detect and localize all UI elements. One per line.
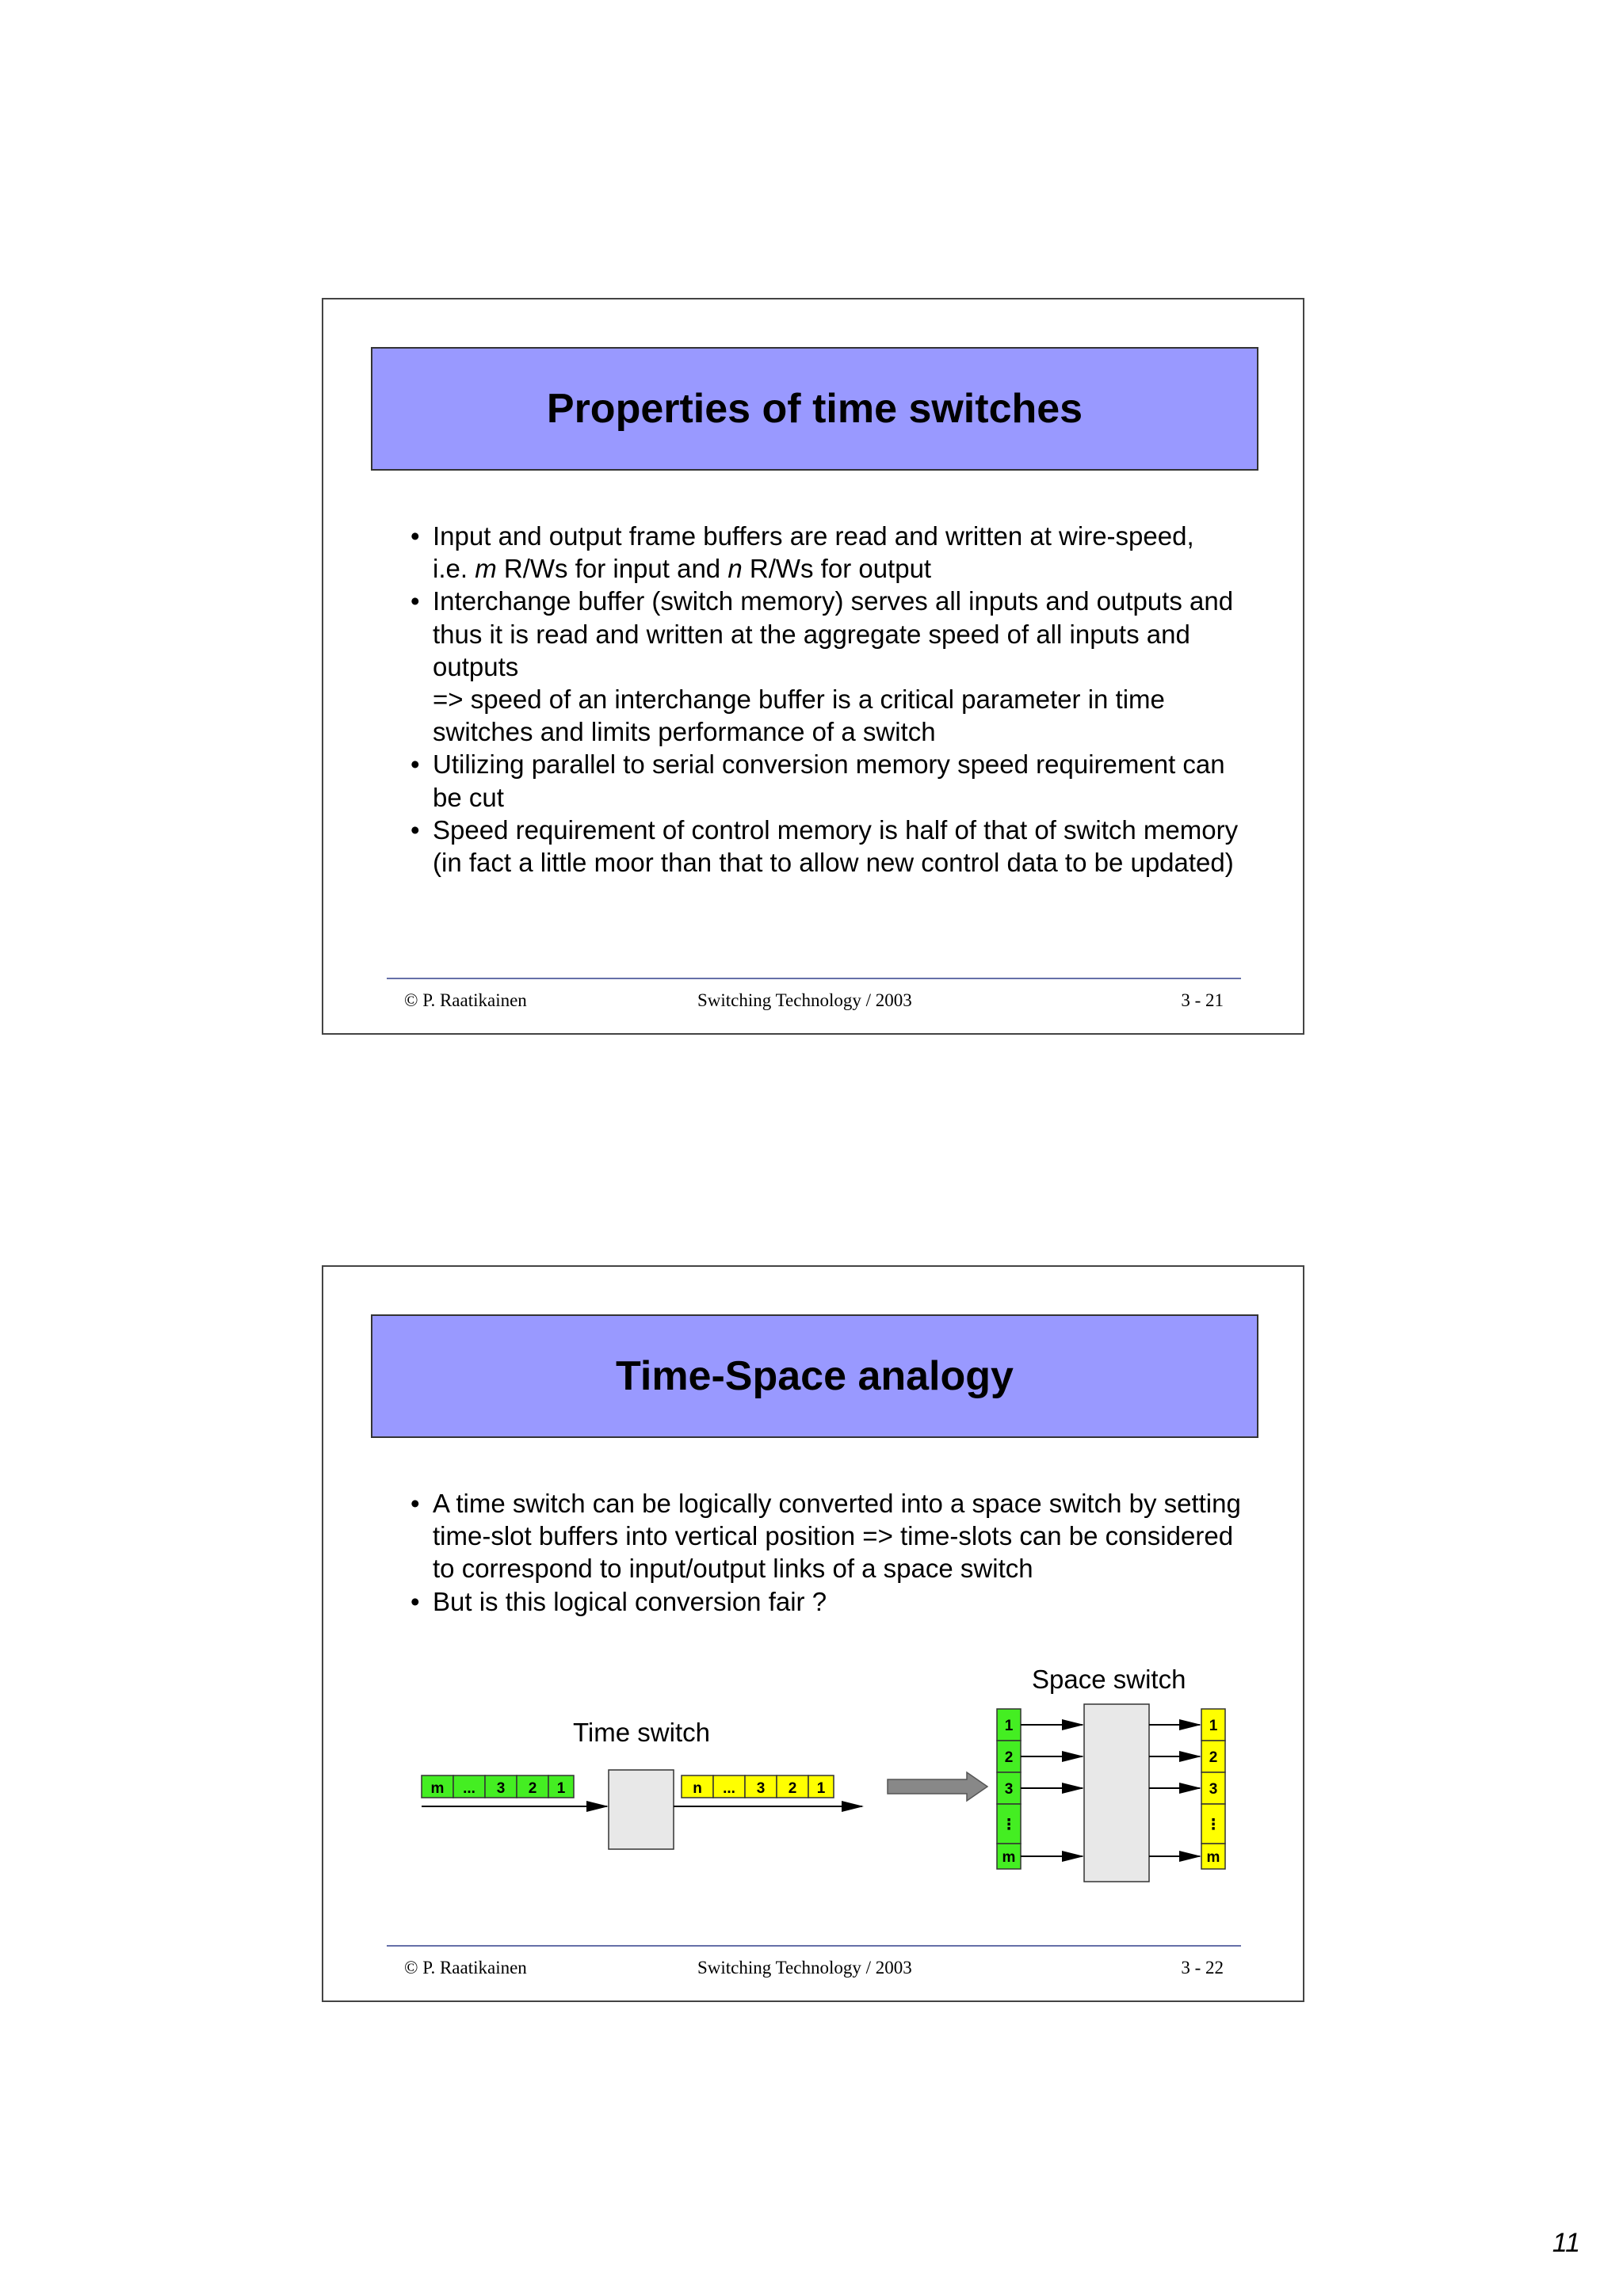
space-switch-label: Space switch (1032, 1665, 1186, 1694)
bullet-item (411, 520, 1243, 585)
footer-slide-number: 3 - 21 (1181, 990, 1224, 1010)
bullet-text: Interchange buffer (switch memory) serves all inputs and outputs and thus it is read and written at the aggregate speed of all inputs and outputs (433, 586, 1234, 681)
text-fragment: R/Ws for output (742, 554, 932, 584)
bullet-item (411, 585, 1243, 748)
footer-course: Switching Technology / 2003 (697, 990, 912, 1010)
footer-author: © P. Raatikainen (404, 1958, 527, 1978)
space-input-slot-label: 2 (1004, 1749, 1014, 1766)
space-input-slot-label: 1 (1004, 1718, 1014, 1734)
space-output-slot-label: 2 (1209, 1749, 1218, 1766)
space-switch-diagram (997, 1704, 1225, 1882)
bullet-item (411, 814, 1243, 879)
bullet-continuation: => speed of an interchange buffer is a critical parameter in time switches and limits performance of a switch (433, 685, 1165, 747)
text-fragment: i.e. (433, 554, 475, 584)
bullet-text: Utilizing parallel to serial conversion memory speed requirement can be cut (433, 749, 1225, 812)
time-output-slot-label: 2 (788, 1780, 797, 1797)
page-number: 11 (1552, 2228, 1580, 2258)
footer-course: Switching Technology / 2003 (697, 1958, 912, 1978)
slide-title: Time-Space analogy (616, 1353, 1014, 1399)
time-input-slot-label: 2 (528, 1780, 537, 1797)
slide-title-box (371, 347, 1258, 471)
space-input-slot-label: ⋮ (1001, 1817, 1017, 1833)
time-switch-label: Time switch (573, 1718, 710, 1747)
space-input-slot-label: 3 (1004, 1781, 1014, 1798)
bullet-list (411, 1487, 1243, 1618)
variable-n: n (727, 554, 743, 584)
time-space-diagram (323, 1655, 1306, 1924)
bullet-list (411, 520, 1243, 879)
time-switch-diagram (422, 1770, 987, 1849)
footer-divider (387, 978, 1241, 979)
variable-m: m (475, 554, 497, 584)
time-input-slot-label: m (430, 1780, 445, 1797)
bullet-text: Input and output frame buffers are read and written at wire-speed, (433, 521, 1194, 551)
bullet-item (411, 1585, 1243, 1618)
footer-slide-number: 3 - 22 (1181, 1958, 1224, 1978)
time-output-slot-label: 1 (816, 1780, 826, 1797)
conversion-arrow (888, 1772, 987, 1801)
text-fragment: R/Ws for input and (496, 554, 728, 584)
space-input-slot-label: m (1002, 1849, 1016, 1866)
footer-author: © P. Raatikainen (404, 990, 527, 1010)
time-input-slot-label: 3 (496, 1780, 506, 1797)
slide-properties-of-time-switches (322, 298, 1304, 1035)
time-output-slot-label: n (693, 1780, 702, 1797)
time-input-slot-label: ... (463, 1780, 475, 1797)
space-output-slot-label: m (1206, 1849, 1220, 1866)
bullet-text: Speed requirement of control memory is half of that of switch memory (in fact a little moor than that to allow new control data to be updated) (433, 814, 1239, 878)
bullet-item (411, 748, 1243, 813)
time-input-slot-label: 1 (556, 1780, 566, 1797)
space-output-slot-label: 1 (1209, 1718, 1218, 1734)
time-output-slot-label: 3 (756, 1780, 766, 1797)
slide-title: Properties of time switches (546, 386, 1083, 432)
space-switch-box (1084, 1704, 1149, 1882)
space-output-slot-label: ⋮ (1205, 1817, 1221, 1833)
time-output-slot-label: ... (723, 1780, 735, 1797)
slide-title-box (371, 1314, 1258, 1438)
bullet-text-line2 (433, 554, 931, 583)
time-switch-box (609, 1770, 674, 1849)
slide-time-space-analogy (322, 1265, 1304, 2002)
bullet-text: A time switch can be logically converted into a space switch by setting time-slot buffers into vertical position => time-slots can be considered to correspond to input/output links of a space switch (433, 1489, 1241, 1584)
bullet-item (411, 1487, 1243, 1585)
footer-divider (387, 1945, 1241, 1947)
bullet-text: But is this logical conversion fair ? (433, 1586, 827, 1616)
space-output-slot-label: 3 (1209, 1781, 1218, 1798)
